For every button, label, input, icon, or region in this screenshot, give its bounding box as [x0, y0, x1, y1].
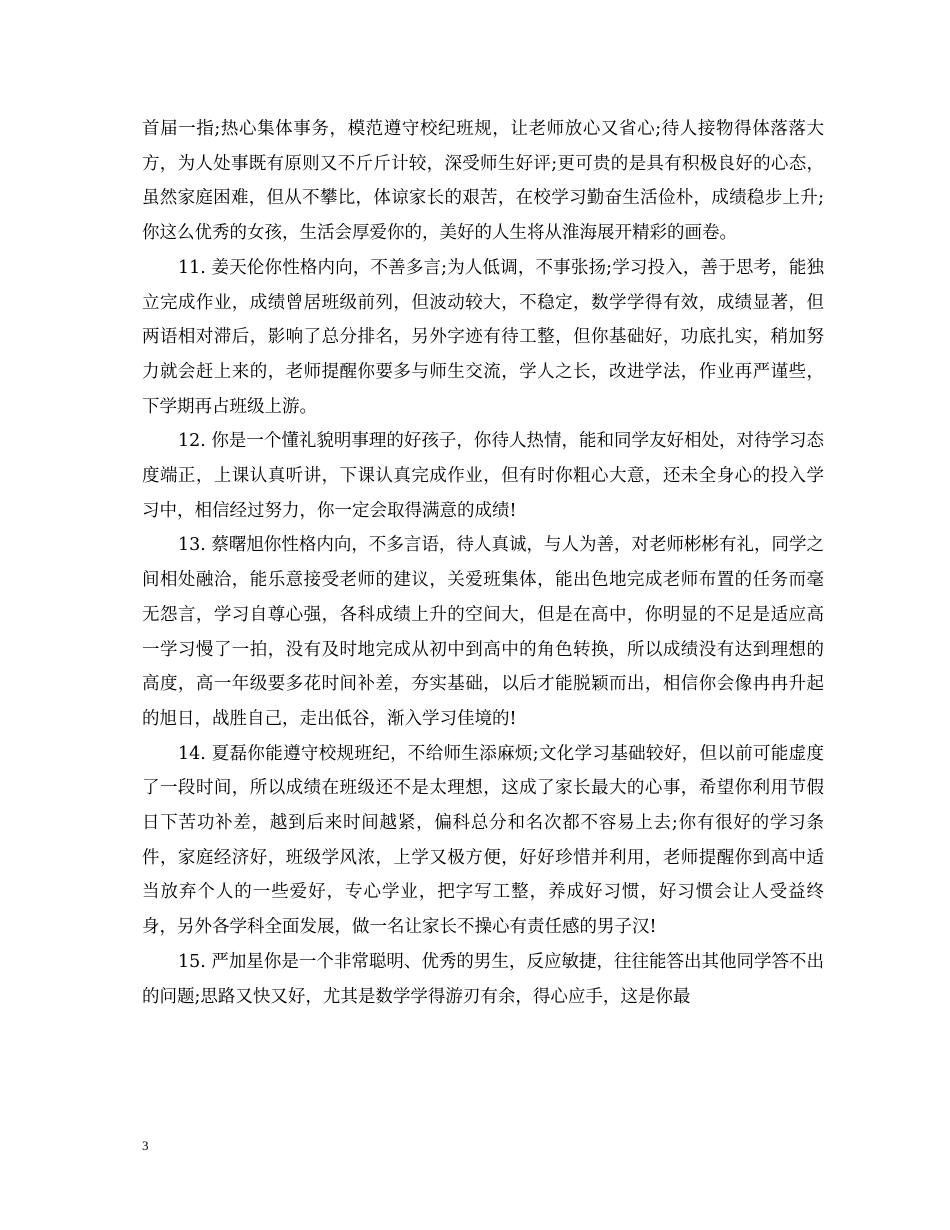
paragraph-item-12: 12. 你是一个懂礼貌明事理的好孩子，你待人热情，能和同学友好相处，对待学习态度端正，上课认真听讲，下课认真完成作业，但有时你粗心大意，还未全身心的投入学习中，相信经过努力，你一定会取得满意的成绩!: [142, 431, 824, 521]
paragraph-item-11: 11. 姜天伦你性格内向，不善多言;为人低调，不事张扬;学习投入，善于思考，能独立完成作业，成绩曾居班级前列，但波动较大，不稳定，数学学得有效，成绩显著，但两语相对滞后，影响了总分排名，另外字迹有待工整，但你基础好，功底扎实，稍加努力就会赶上来的，老师提醒你要多与师生交流，学人之长，改进学法，作业再严谨些，下学期再占班级上游。: [142, 257, 824, 417]
paragraph-item-15: 15. 严加星你是一个非常聪明、优秀的男生，反应敏捷，往往能答出其他同学答不出的问题;思路又快又好，尤其是数学学得游刃有余，得心应手，这是你最: [142, 951, 824, 1007]
paragraph-continuation: 首届一指;热心集体事务，模范遵守校纪班规，让老师放心又省心;待人接物得体落落大方，为人处事既有原则又不斤斤计较，深受师生好评;更可贵的是具有积极良好的心态，虽然家庭困难，但从不攀比，体谅家长的艰苦，在校学习勤奋生活俭朴，成绩稳步上升;你这么优秀的女孩，生活会厚爱你的，美好的人生将从淮海展开精彩的画卷。: [142, 119, 824, 244]
document-body: [142, 112, 824, 1014]
paragraph-item-14: 14. 夏磊你能遵守校规班纪，不给师生添麻烦;文化学习基础较好，但以前可能虚度了一段时间，所以成绩在班级还不是太理想，这成了家长最大的心事，希望你利用节假日下苦功补差，越到后来时间越紧，偏科总分和名次都不容易上去;你有很好的学习条件，家庭经济好，班级学风浓，上学又极方便，好好珍惜并利用，老师提醒你到高中适当放弃个人的一些爱好，专心学业，把字写工整，养成好习惯，好习惯会让人受益终身，另外各学科全面发展，做一名让家长不操心有责任感的男子汉!: [142, 743, 824, 938]
paragraph-item-13: 13. 蔡曙旭你性格内向，不多言语，待人真诚，与人为善，对老师彬彬有礼，同学之间相处融洽，能乐意接受老师的建议，关爱班集体，能出色地完成老师布置的任务而毫无怨言，学习自尊心强，各科成绩上升的空间大，但是在高中，你明显的不足是适应高一学习慢了一拍，没有及时地完成从初中到高中的角色转换，所以成绩没有达到理想的高度，高一年级要多花时间补差，夯实基础，以后才能脱颖而出，相信你会像冉冉升起的旭日，战胜自己，走出低谷，渐入学习佳境的!: [142, 535, 824, 729]
page-number: 3: [142, 1138, 149, 1153]
